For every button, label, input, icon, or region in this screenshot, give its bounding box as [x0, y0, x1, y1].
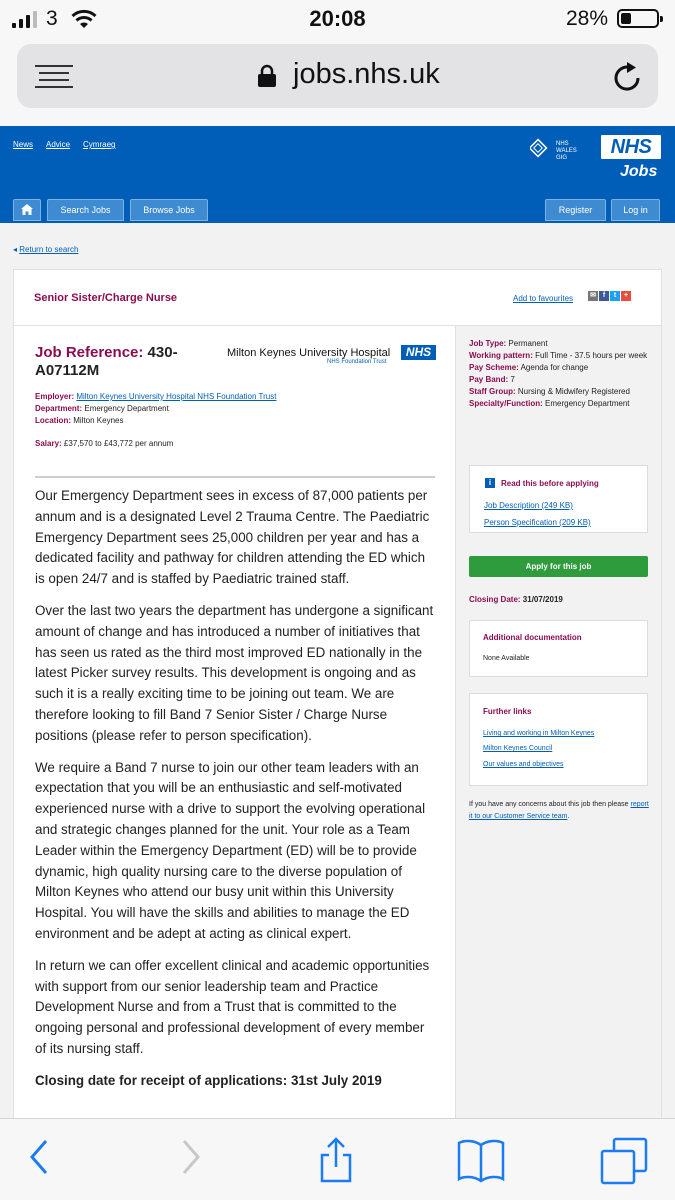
location-label: Location: [35, 416, 71, 425]
battery-percent: 28% [566, 7, 609, 30]
employer-label: Employer: [35, 392, 75, 401]
staff-group-value: Nursing & Midwifery Registered [517, 387, 630, 396]
browser-chrome [0, 40, 675, 126]
closing-date-value: 31/07/2019 [522, 595, 563, 604]
twitter-icon[interactable]: t [610, 291, 620, 301]
reader-menu-icon[interactable] [35, 64, 73, 93]
closing-date [469, 595, 563, 604]
job-reference-value: 430-A07112M [35, 344, 178, 379]
none-available: None Available [483, 655, 530, 662]
share-icon[interactable] [316, 1137, 356, 1190]
department-label: Department: [35, 404, 83, 413]
additional-documentation-box [469, 620, 648, 677]
further-links-box [469, 693, 648, 786]
values-objectives-link[interactable]: Our values and objectives [483, 761, 564, 768]
paragraph: Over the last two years the department has undergone a significant amount of change and has introduced a number of initiatives that has seen us rated as the third most improved ED nationally in the latest Picker survey results. This development is ongoing and as such it is a really exciting time to be joining out team. We are therefore looking to fill Band 7 Senior Sister / Charge Nurse positions (please refer to person specification). [35, 602, 434, 743]
apply-button[interactable]: Apply for this job [469, 556, 648, 577]
living-in-milton-keynes-link[interactable]: Living and working in Milton Keynes [483, 730, 595, 737]
trust-name: Milton Keynes University Hospital [227, 347, 391, 359]
read-before-applying-box [469, 465, 648, 533]
return-to-search-link[interactable]: ◂ Return to search [13, 245, 79, 254]
pay-band-value: 7 [510, 375, 515, 384]
svg-text:NHS: NHS [556, 141, 569, 147]
info-icon: i [485, 478, 495, 488]
job-details-main [13, 326, 455, 1118]
concern-notice [469, 799, 654, 823]
working-pattern-value: Full Time - 37.5 hours per week [535, 351, 648, 360]
more-share-icon[interactable]: + [621, 291, 631, 301]
job-description-link[interactable]: Job Description (249 KB) [484, 501, 573, 510]
lock-icon [257, 64, 277, 93]
bookmarks-icon[interactable] [456, 1137, 506, 1188]
person-specification-link[interactable]: Person Specification (209 KB) [484, 518, 591, 527]
job-title-card [13, 269, 662, 326]
forward-icon[interactable] [180, 1137, 202, 1182]
page-title: Senior Sister/Charge Nurse [34, 292, 178, 304]
cymraeg-link[interactable]: Cymraeg [83, 140, 116, 149]
back-icon[interactable] [28, 1137, 50, 1182]
nhs-logo[interactable]: NHS [601, 135, 661, 159]
trust-nhs-mark: NHS [401, 345, 436, 360]
further-links-heading: Further links [483, 707, 532, 716]
employer-details [35, 391, 276, 427]
salary [35, 439, 173, 448]
specialty-value: Emergency Department [545, 399, 630, 408]
staff-group-label: Staff Group: [469, 387, 516, 396]
site-header [0, 126, 675, 223]
top-links [13, 140, 115, 149]
address-bar[interactable] [17, 44, 658, 108]
employer-link[interactable]: Milton Keynes University Hospital NHS Foundation Trust [76, 392, 277, 401]
working-pattern-label: Working pattern: [469, 351, 533, 360]
concern-text: If you have any concerns about this job then please [469, 801, 631, 808]
news-link[interactable]: News [13, 140, 34, 149]
concern-end: . [567, 813, 570, 820]
browse-jobs-tab[interactable]: Browse Jobs [130, 199, 208, 221]
advice-link[interactable]: Advice [46, 140, 71, 149]
svg-text:GIG: GIG [556, 155, 568, 161]
browser-toolbar [0, 1118, 675, 1200]
closing-statement: Closing date for receipt of applications: 31st July 2019 [35, 1072, 382, 1088]
read-before-heading: Read this before applying [501, 479, 599, 488]
specialty-label: Specialty/Function: [469, 399, 543, 408]
carrier-label: 3 [46, 7, 58, 30]
clock: 20:08 [309, 6, 366, 31]
svg-text:WALES: WALES [556, 148, 577, 154]
salary-value: £37,570 to £43,772 per annum [63, 439, 174, 448]
pay-band-label: Pay Band: [469, 375, 509, 384]
battery-icon [617, 9, 659, 28]
job-description-text [35, 486, 437, 1103]
login-button[interactable]: Log in [611, 199, 660, 221]
job-type-value: Permanent [508, 339, 548, 348]
sidebar [455, 326, 662, 1118]
url-text[interactable]: jobs.nhs.uk [293, 58, 440, 90]
salary-label: Salary: [35, 439, 62, 448]
divider [35, 476, 435, 478]
trust-logo [227, 345, 437, 369]
reload-icon[interactable] [613, 60, 643, 97]
home-button[interactable] [13, 199, 41, 221]
register-button[interactable]: Register [545, 199, 606, 221]
closing-date-label: Closing Date: [469, 595, 521, 604]
job-summary [469, 338, 654, 410]
status-bar [0, 0, 675, 40]
jobs-label: Jobs [620, 163, 658, 180]
page-content [0, 223, 675, 1118]
paragraph: We require a Band 7 nurse to join our other team leaders with an expectation that you will be an enthusiastic and self-motivated experienced nurse with a drive to support the evolving operational and strategic changes planned for the unit. Your role as a Team Leader within the Emergency Department (ED) will be to provide dynamic, high quality nursing care to the diverse population of Milton Keynes who attend our busy unit within this University Hospital. You will have the skills and abilities to manage the ED environment and be adept at acting as clinical expert. [35, 759, 426, 941]
milton-keynes-council-link[interactable]: Milton Keynes Council [483, 745, 553, 752]
trust-ft-label: NHS Foundation Trust [327, 359, 387, 365]
email-icon[interactable]: ✉ [588, 291, 598, 301]
department-value: Emergency Department [84, 404, 169, 413]
paragraph: Our Emergency Department sees in excess of 87,000 patients per annum and is a designated Level 2 Trauma Centre. The Paediatric Emergency Department sees 25,000 children per year and has a dedicated facility and pathway for children attending the ED which is open 24/7 and is staffed by Paediatric trained staff. [35, 488, 430, 587]
job-reference-label: Job Reference: [35, 344, 144, 361]
paragraph: In return we can offer excellent clinical and academic opportunities with support from our senior leadership team and Practice Development Nurse and from a Trust that is committed to the ongoing personal and professional development of every member of its nursing staff. [35, 957, 430, 1056]
facebook-icon[interactable]: f [599, 291, 609, 301]
tabs-icon[interactable] [600, 1137, 648, 1190]
additional-docs-heading: Additional documentation [483, 633, 582, 642]
job-reference [35, 344, 205, 380]
search-jobs-tab[interactable]: Search Jobs [47, 199, 124, 221]
pay-scheme-label: Pay Scheme: [469, 363, 519, 372]
pay-scheme-value: Agenda for change [520, 363, 589, 372]
share-icons [588, 291, 631, 301]
add-to-favourites-link[interactable]: Add to favourites [513, 294, 574, 303]
location-value: Milton Keynes [73, 416, 124, 425]
home-icon [21, 204, 33, 215]
nhs-wales-logo [530, 136, 580, 167]
report-link[interactable]: report it to our Customer Service team [469, 801, 649, 820]
job-type-label: Job Type: [469, 339, 507, 348]
